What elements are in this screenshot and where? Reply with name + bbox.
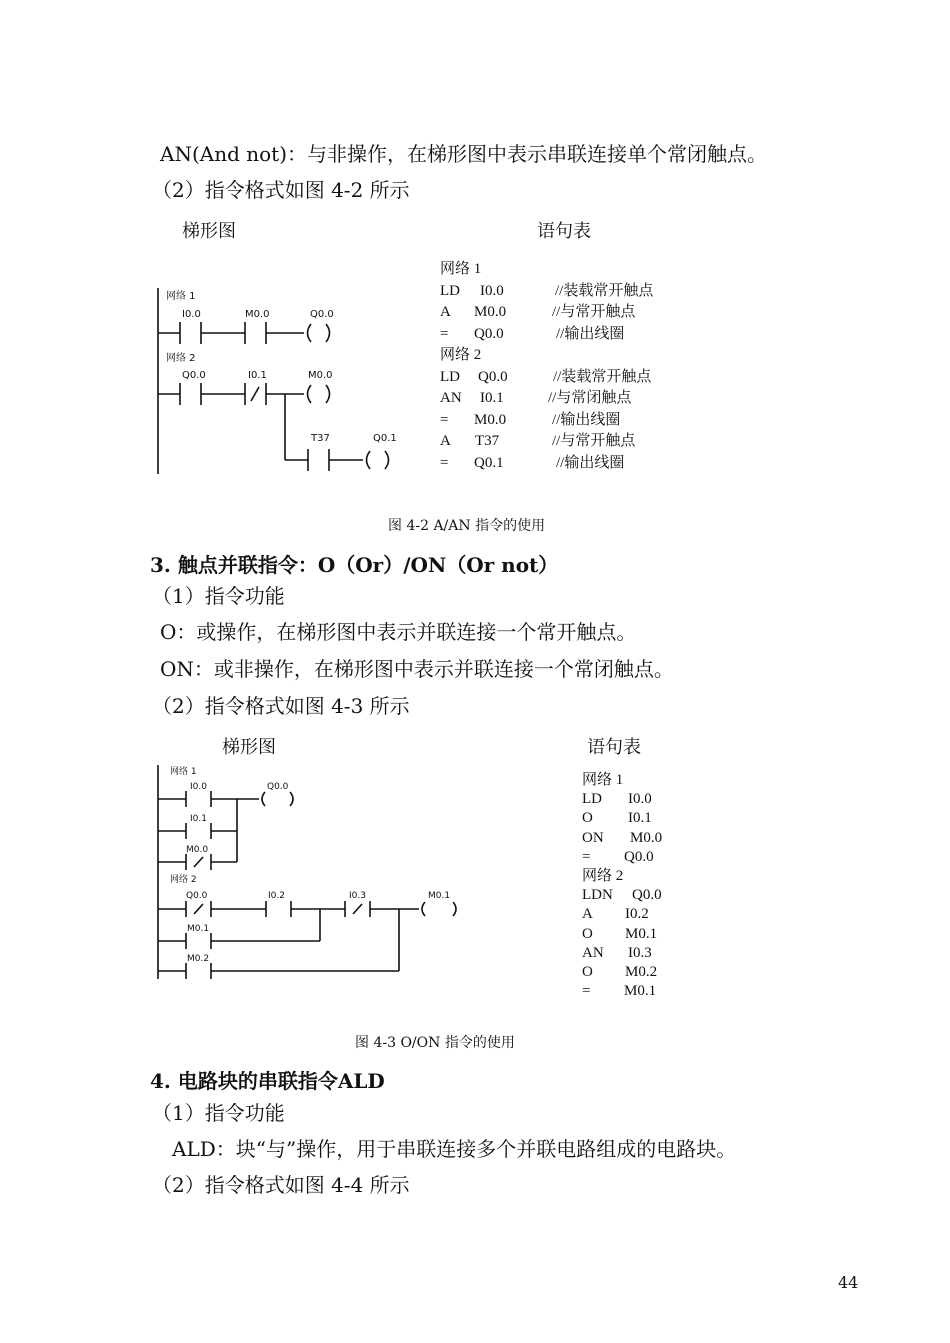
format-4-4-line: （2）指令格式如图 4-4 所示 xyxy=(152,1173,410,1197)
fig42-ladder-label: 梯形图 xyxy=(182,221,236,242)
fig43-contact-m00: M0.0 xyxy=(186,845,209,855)
fig43-coil-q00: Q0.0 xyxy=(267,782,289,792)
fig43-contact-q00: Q0.0 xyxy=(186,891,208,901)
ald-definition: ALD：块“与”操作，用于串联连接多个并联电路组成的电路块。 xyxy=(172,1137,737,1161)
fig43-contact-i03: I0.3 xyxy=(349,891,366,901)
fig43-caption: 图 4-3 O/ON 指令的使用 xyxy=(355,1035,515,1051)
fig43-contact-i02: I0.2 xyxy=(268,891,285,901)
fig42-net1-label: 网络 1 xyxy=(166,291,196,302)
fig42-caption: 图 4-2 A/AN 指令的使用 xyxy=(388,518,546,534)
function-line-2: （1）指令功能 xyxy=(152,1101,285,1125)
section-4-title: 4. 电路块的串联指令ALD xyxy=(150,1069,385,1093)
fig43-contact-i00: I0.0 xyxy=(190,782,207,792)
on-definition: ON：或非操作，在梯形图中表示并联连接一个常闭触点。 xyxy=(160,657,674,681)
fig42-contact-i01: I0.1 xyxy=(248,370,267,381)
fig42-contact-m00: M0.0 xyxy=(245,309,270,320)
fig43-coil-m01: M0.1 xyxy=(428,891,451,901)
fig43-contact-m01: M0.1 xyxy=(187,924,210,934)
page-number: 44 xyxy=(838,1273,859,1292)
fig42-net2-label: 网络 2 xyxy=(166,353,196,364)
fig42-contact-i00: I0.0 xyxy=(182,309,201,320)
fig43-contact-i01: I0.1 xyxy=(190,814,207,824)
format-4-3-line: （2）指令格式如图 4-3 所示 xyxy=(152,694,410,718)
fig42-contact-t37: T37 xyxy=(311,433,330,444)
function-line-1: （1）指令功能 xyxy=(152,584,285,608)
fig42-coil-q00: Q0.0 xyxy=(310,309,334,320)
o-definition: O：或操作，在梯形图中表示并联连接一个常开触点。 xyxy=(160,620,637,644)
an-definition: AN(And not)：与非操作，在梯形图中表示串联连接单个常闭触点。 xyxy=(160,142,767,166)
fig42-coil-q01: Q0.1 xyxy=(373,433,397,444)
fig42-stl-label: 语句表 xyxy=(537,221,591,242)
fig43-ladder-label: 梯形图 xyxy=(222,737,276,758)
fig42-contact-q00: Q0.0 xyxy=(182,370,206,381)
section-3-title: 3. 触点并联指令：O（Or）/ON（Or not） xyxy=(150,553,559,577)
format-4-2-line: （2）指令格式如图 4-2 所示 xyxy=(152,178,410,202)
fig43-net1-label: 网络 1 xyxy=(170,767,197,777)
fig42-coil-m00: M0.0 xyxy=(308,370,333,381)
fig43-net2-label: 网络 2 xyxy=(170,875,197,885)
fig43-contact-m02: M0.2 xyxy=(187,954,210,964)
fig43-stl-label: 语句表 xyxy=(587,737,641,758)
